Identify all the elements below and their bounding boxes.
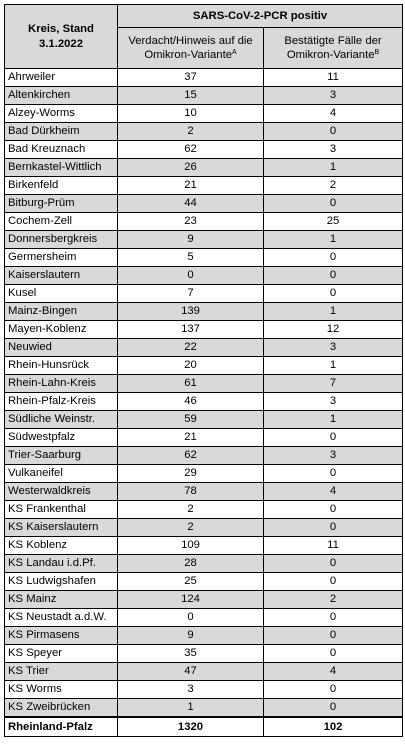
- district-name-cell: Südwestpfalz: [5, 429, 118, 447]
- district-name-cell: Rhein-Hunsrück: [5, 357, 118, 375]
- confirmed-count-cell: 11: [264, 537, 403, 555]
- suspected-header-line-2: Omikron-Variante: [144, 49, 232, 61]
- district-name-cell: Birkenfeld: [5, 177, 118, 195]
- district-name-cell: Alzey-Worms: [5, 105, 118, 123]
- table-row: [5, 357, 403, 375]
- table-row: [5, 213, 403, 231]
- table-row: [5, 249, 403, 267]
- table-row: [5, 123, 403, 141]
- district-name-cell: Bad Kreuznach: [5, 141, 118, 159]
- corner-line-1: Kreis, Stand: [28, 22, 94, 35]
- confirmed-count-cell: 0: [264, 285, 403, 303]
- table-body: [5, 69, 403, 718]
- suspected-count-cell: 9: [118, 627, 264, 645]
- omikron-cases-table: [4, 4, 403, 737]
- table-row: [5, 627, 403, 645]
- confirmed-header-line-2: Omikron-Variante: [286, 49, 375, 61]
- table-row: [5, 681, 403, 699]
- district-name-cell: Rhein-Pfalz-Kreis: [5, 393, 118, 411]
- suspected-count-cell: 59: [118, 411, 264, 429]
- table-row: [5, 321, 403, 339]
- confirmed-count-cell: 0: [264, 123, 403, 141]
- district-name-cell: Mainz-Bingen: [5, 303, 118, 321]
- suspected-count-cell: 44: [118, 195, 264, 213]
- table-row: [5, 69, 403, 87]
- district-name-cell: KS Pirmasens: [5, 627, 118, 645]
- confirmed-count-cell: 3: [264, 447, 403, 465]
- total-row: [5, 717, 403, 737]
- table-row: [5, 159, 403, 177]
- confirmed-count-cell: 0: [264, 519, 403, 537]
- table-row: [5, 519, 403, 537]
- table-row: [5, 447, 403, 465]
- table-row: [5, 177, 403, 195]
- suspected-count-cell: 5: [118, 249, 264, 267]
- district-name-cell: Westerwaldkreis: [5, 483, 118, 501]
- suspected-count-cell: 137: [118, 321, 264, 339]
- total-suspected-cell: 1320: [118, 717, 264, 737]
- confirmed-count-cell: 0: [264, 609, 403, 627]
- confirmed-count-cell: 0: [264, 645, 403, 663]
- table-row: [5, 591, 403, 609]
- district-name-cell: KS Landau i.d.Pf.: [5, 555, 118, 573]
- district-name-cell: Neuwied: [5, 339, 118, 357]
- suspected-count-cell: 124: [118, 591, 264, 609]
- confirmed-count-cell: 0: [264, 249, 403, 267]
- table-footer: [5, 717, 403, 737]
- suspected-column-header: [118, 28, 264, 69]
- table-row: [5, 393, 403, 411]
- confirmed-count-cell: 0: [264, 195, 403, 213]
- table-row: [5, 141, 403, 159]
- suspected-count-cell: 21: [118, 177, 264, 195]
- suspected-header-line-1: Verdacht/Hinweis auf die: [128, 35, 253, 47]
- suspected-count-cell: 62: [118, 447, 264, 465]
- district-name-cell: KS Ludwigshafen: [5, 573, 118, 591]
- confirmed-count-cell: 1: [264, 357, 403, 375]
- suspected-count-cell: 7: [118, 285, 264, 303]
- suspected-count-cell: 25: [118, 573, 264, 591]
- suspected-count-cell: 2: [118, 501, 264, 519]
- suspected-count-cell: 15: [118, 87, 264, 105]
- confirmed-header-line-1: Bestätigte Fälle der: [284, 35, 382, 47]
- confirmed-count-cell: 3: [264, 87, 403, 105]
- suspected-count-cell: 109: [118, 537, 264, 555]
- confirmed-count-cell: 7: [264, 375, 403, 393]
- confirmed-count-cell: 2: [264, 591, 403, 609]
- corner-line-2: 3.1.2022: [39, 37, 83, 50]
- pcr-positive-group-header: SARS-CoV-2-PCR positiv: [118, 5, 403, 28]
- suspected-count-cell: 23: [118, 213, 264, 231]
- suspected-count-cell: 35: [118, 645, 264, 663]
- confirmed-count-cell: 3: [264, 141, 403, 159]
- district-name-cell: Bitburg-Prüm: [5, 195, 118, 213]
- table-container: [4, 4, 403, 737]
- table-row: [5, 483, 403, 501]
- district-name-cell: Rhein-Lahn-Kreis: [5, 375, 118, 393]
- suspected-count-cell: 139: [118, 303, 264, 321]
- suspected-count-cell: 22: [118, 339, 264, 357]
- table-row: [5, 555, 403, 573]
- suspected-count-cell: 20: [118, 357, 264, 375]
- district-name-cell: Germersheim: [5, 249, 118, 267]
- confirmed-count-cell: 1: [264, 231, 403, 249]
- confirmed-count-cell: 4: [264, 483, 403, 501]
- suspected-count-cell: 37: [118, 69, 264, 87]
- suspected-count-cell: 29: [118, 465, 264, 483]
- district-name-cell: KS Neustadt a.d.W.: [5, 609, 118, 627]
- suspected-count-cell: 47: [118, 663, 264, 681]
- suspected-count-cell: 21: [118, 429, 264, 447]
- table-row: [5, 609, 403, 627]
- table-row: [5, 645, 403, 663]
- confirmed-count-cell: 25: [264, 213, 403, 231]
- confirmed-count-cell: 1: [264, 159, 403, 177]
- suspected-count-cell: 46: [118, 393, 264, 411]
- confirmed-count-cell: 0: [264, 681, 403, 699]
- table-row: [5, 573, 403, 591]
- footnote-a-marker: A: [232, 49, 237, 56]
- suspected-count-cell: 9: [118, 231, 264, 249]
- district-name-cell: KS Speyer: [5, 645, 118, 663]
- confirmed-count-cell: 4: [264, 105, 403, 123]
- district-column-header: [5, 5, 118, 69]
- suspected-count-cell: 3: [118, 681, 264, 699]
- suspected-count-cell: 26: [118, 159, 264, 177]
- confirmed-count-cell: 0: [264, 627, 403, 645]
- suspected-count-cell: 0: [118, 267, 264, 285]
- confirmed-count-cell: 0: [264, 699, 403, 718]
- confirmed-count-cell: 0: [264, 267, 403, 285]
- table-row: [5, 87, 403, 105]
- suspected-count-cell: 61: [118, 375, 264, 393]
- table-row: [5, 303, 403, 321]
- suspected-count-cell: 62: [118, 141, 264, 159]
- district-name-cell: KS Koblenz: [5, 537, 118, 555]
- suspected-count-cell: 10: [118, 105, 264, 123]
- table-row: [5, 375, 403, 393]
- table-header: [5, 5, 403, 69]
- total-confirmed-cell: 102: [264, 717, 403, 737]
- suspected-count-cell: 0: [118, 609, 264, 627]
- confirmed-count-cell: 0: [264, 573, 403, 591]
- table-row: [5, 429, 403, 447]
- district-name-cell: Kaiserslautern: [5, 267, 118, 285]
- confirmed-count-cell: 1: [264, 303, 403, 321]
- suspected-count-cell: 78: [118, 483, 264, 501]
- district-name-cell: Bad Dürkheim: [5, 123, 118, 141]
- confirmed-count-cell: 3: [264, 339, 403, 357]
- table-row: [5, 285, 403, 303]
- confirmed-count-cell: 11: [264, 69, 403, 87]
- confirmed-count-cell: 0: [264, 555, 403, 573]
- table-row: [5, 195, 403, 213]
- district-name-cell: Donnersbergkreis: [5, 231, 118, 249]
- district-name-cell: KS Frankenthal: [5, 501, 118, 519]
- suspected-count-cell: 2: [118, 123, 264, 141]
- table-row: [5, 699, 403, 718]
- table-row: [5, 105, 403, 123]
- total-name-cell: Rheinland-Pfalz: [5, 717, 118, 737]
- district-name-cell: KS Kaiserslautern: [5, 519, 118, 537]
- table-row: [5, 339, 403, 357]
- table-row: [5, 501, 403, 519]
- district-name-cell: Kusel: [5, 285, 118, 303]
- confirmed-count-cell: 0: [264, 501, 403, 519]
- confirmed-column-header: [264, 28, 403, 69]
- confirmed-count-cell: 0: [264, 465, 403, 483]
- confirmed-count-cell: 0: [264, 429, 403, 447]
- district-name-cell: Südliche Weinstr.: [5, 411, 118, 429]
- table-row: [5, 267, 403, 285]
- table-row: [5, 231, 403, 249]
- confirmed-count-cell: 1: [264, 411, 403, 429]
- table-row: [5, 537, 403, 555]
- district-name-cell: Bernkastel-Wittlich: [5, 159, 118, 177]
- suspected-count-cell: 1: [118, 699, 264, 718]
- suspected-count-cell: 28: [118, 555, 264, 573]
- district-name-cell: KS Worms: [5, 681, 118, 699]
- confirmed-count-cell: 4: [264, 663, 403, 681]
- table-row: [5, 411, 403, 429]
- district-name-cell: Altenkirchen: [5, 87, 118, 105]
- district-name-cell: KS Zweibrücken: [5, 699, 118, 718]
- district-name-cell: KS Mainz: [5, 591, 118, 609]
- confirmed-count-cell: 2: [264, 177, 403, 195]
- district-name-cell: Trier-Saarburg: [5, 447, 118, 465]
- suspected-count-cell: 2: [118, 519, 264, 537]
- table-row: [5, 465, 403, 483]
- district-name-cell: Cochem-Zell: [5, 213, 118, 231]
- district-name-cell: Mayen-Koblenz: [5, 321, 118, 339]
- footnote-b-marker: B: [374, 49, 380, 56]
- table-row: [5, 663, 403, 681]
- district-name-cell: KS Trier: [5, 663, 118, 681]
- header-row-1: [5, 5, 403, 28]
- confirmed-count-cell: 3: [264, 393, 403, 411]
- district-name-cell: Vulkaneifel: [5, 465, 118, 483]
- district-name-cell: Ahrweiler: [5, 69, 118, 87]
- confirmed-count-cell: 12: [264, 321, 403, 339]
